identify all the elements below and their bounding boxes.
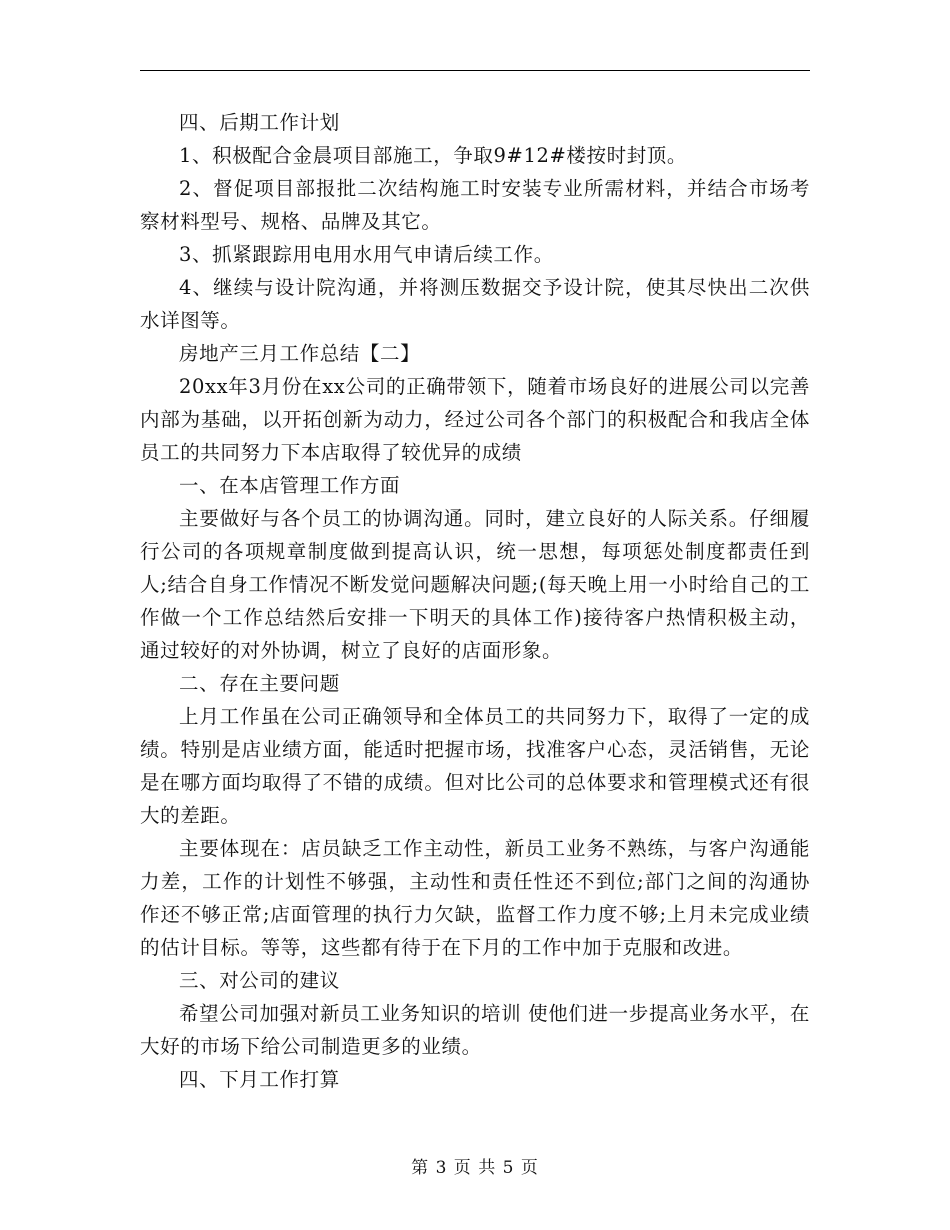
section-heading: 一、在本店管理工作方面	[179, 474, 401, 497]
document-body	[140, 106, 810, 1096]
paragraph: 主要做好与各个员工的协调沟通。同时，建立良好的人际关系。仔细履行公司的各项规章制度做到提高认识，统一思想，每项惩处制度都责任到人;结合自身工作情况不断发觉问题解决问题;(每天晚上用一小时给自己的工作做一个工作总结然后安排一下明天的具体工作)接待客户热情积极主动，通过较好的对外协调，树立了良好的店面形象。	[140, 507, 810, 662]
page-number-footer: 第 3 页 共 5 页	[411, 1158, 539, 1178]
section-heading: 三、对公司的建议	[179, 969, 340, 992]
paragraph: 希望公司加强对新员工业务知识的培训 使他们进一步提高业务水平，在大好的市场下给公司制造更多的业绩。	[140, 1002, 810, 1058]
section-heading: 四、后期工作计划	[179, 111, 340, 134]
section-heading: 二、存在主要问题	[179, 672, 340, 695]
paragraph: 主要体现在：店员缺乏工作主动性，新员工业务不熟练，与客户沟通能力差，工作的计划性不够强，主动性和责任性还不到位;部门之间的沟通协作还不够正常;店面管理的执行力欠缺，监督工作力度不够;上月未完成业绩的估计目标。等等，这些都有待于在下月的工作中加于克服和改进。	[140, 837, 810, 959]
paragraph: 2、督促项目部报批二次结构施工时安装专业所需材料，并结合市场考察材料型号、规格、品牌及其它。	[140, 177, 810, 233]
paragraph: 1、积极配合金晨项目部施工，争取9#12#楼按时封顶。	[179, 144, 688, 167]
paragraph: 4、继续与设计院沟通，并将测压数据交予设计院，使其尽快出二次供水详图等。	[140, 276, 810, 332]
paragraph: 20xx年3月份在xx公司的正确带领下，随着市场良好的进展公司以完善内部为基础，以开拓创新为动力，经过公司各个部门的积极配合和我店全体员工的共同努力下本店取得了较优异的成绩	[140, 375, 810, 464]
paragraph: 3、抓紧跟踪用电用水用气申请后续工作。	[179, 243, 554, 266]
section-heading: 四、下月工作打算	[179, 1068, 340, 1091]
header-rule	[140, 70, 810, 71]
paragraph: 上月工作虽在公司正确领导和全体员工的共同努力下，取得了一定的成绩。特别是店业绩方面，能适时把握市场，找准客户心态，灵活销售，无论是在哪方面均取得了不错的成绩。但对比公司的总体要求和管理模式还有很大的差距。	[140, 705, 810, 827]
document-subtitle: 房地产三月工作总结【二】	[179, 342, 421, 365]
